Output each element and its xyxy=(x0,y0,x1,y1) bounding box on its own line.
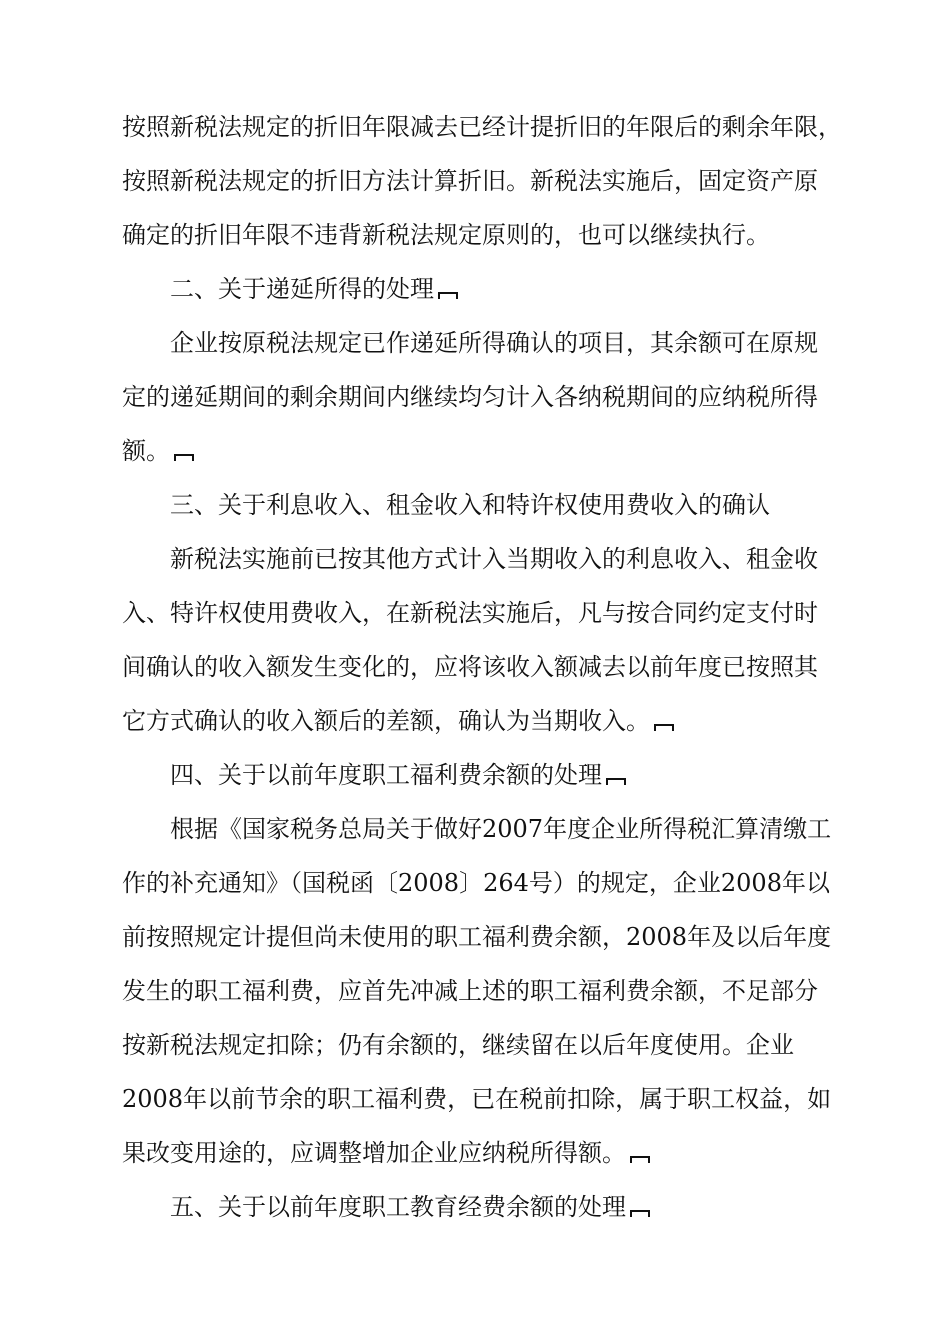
paragraph-mark-icon xyxy=(438,292,458,299)
text-line: 它方式确认的收入额后的差额，确认为当期收入。 xyxy=(122,706,674,736)
text-line: 果改变用途的，应调整增加企业应纳税所得额。 xyxy=(122,1138,650,1168)
text-line: 定的递延期间的剩余期间内继续均匀计入各纳税期间的应纳税所得 xyxy=(122,383,818,411)
paragraph-mark-icon xyxy=(630,1156,650,1163)
text-line: 根据《国家税务总局关于做好2007年度企业所得税汇算清缴工 xyxy=(170,815,832,843)
paragraph-mark-icon xyxy=(606,778,626,785)
text-line: 入、特许权使用费收入，在新税法实施后，凡与按合同约定支付时 xyxy=(122,599,818,627)
text-line: 发生的职工福利费，应首先冲减上述的职工福利费余额，不足部分 xyxy=(122,977,818,1005)
text-line: 2008年以前节余的职工福利费，已在税前扣除，属于职工权益，如 xyxy=(122,1085,832,1113)
text-line: 额。 xyxy=(122,436,194,466)
paragraph-mark-icon xyxy=(654,724,674,731)
text-line: 新税法实施前已按其他方式计入当期收入的利息收入、租金收 xyxy=(170,545,818,573)
section-heading: 四、关于以前年度职工福利费余额的处理 xyxy=(170,760,626,790)
text-line: 按照新税法规定的折旧年限减去已经计提折旧的年限后的剩余年限， xyxy=(122,113,842,141)
text-line: 按新税法规定扣除；仍有余额的，继续留在以后年度使用。企业 xyxy=(122,1031,794,1059)
text-line: 作的补充通知》（国税函〔2008〕264号）的规定，企业2008年以 xyxy=(122,869,830,897)
text-line: 间确认的收入额发生变化的，应将该收入额减去以前年度已按照其 xyxy=(122,653,818,681)
text-line: 前按照规定计提但尚未使用的职工福利费余额，2008年及以后年度 xyxy=(122,923,832,951)
section-heading: 五、关于以前年度职工教育经费余额的处理 xyxy=(170,1192,650,1222)
paragraph-mark-icon xyxy=(630,1210,650,1217)
text-line: 企业按原税法规定已作递延所得确认的项目，其余额可在原规 xyxy=(170,329,818,357)
text-line: 确定的折旧年限不违背新税法规定原则的，也可以继续执行。 xyxy=(122,221,770,249)
paragraph-mark-icon xyxy=(174,454,194,461)
text-line: 按照新税法规定的折旧方法计算折旧。新税法实施后，固定资产原 xyxy=(122,167,818,195)
section-heading: 三、关于利息收入、租金收入和特许权使用费收入的确认 xyxy=(170,491,770,519)
section-heading: 二、关于递延所得的处理 xyxy=(170,274,458,304)
